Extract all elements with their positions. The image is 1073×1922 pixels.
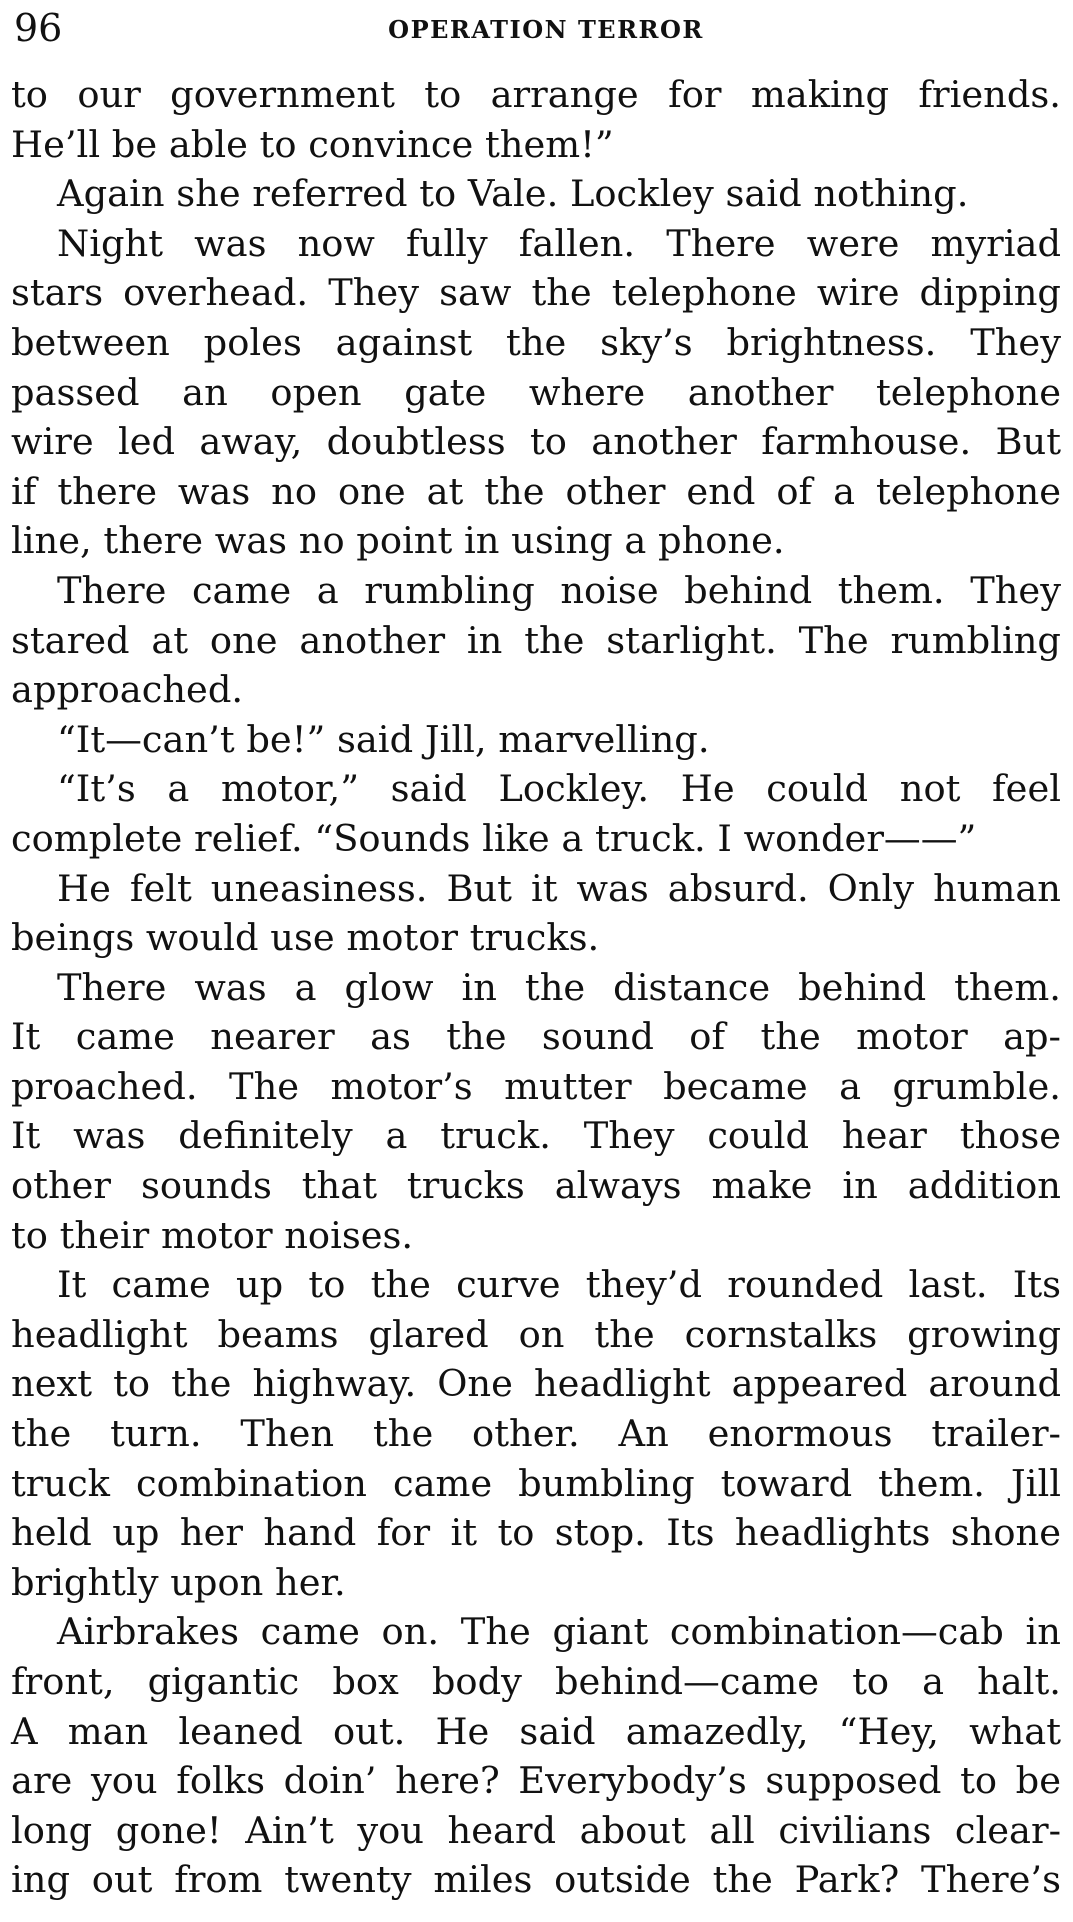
text-line: long gone! Ain’t you heard about all civilians clear- bbox=[11, 1808, 1061, 1852]
text-line: Airbrakes came on. The giant combination—cab in bbox=[57, 1610, 1061, 1654]
text-line: truck combination came bumbling toward them. Jill bbox=[11, 1461, 1061, 1505]
paragraph bbox=[11, 1260, 1061, 1607]
paragraph bbox=[11, 864, 1061, 963]
page-number: 96 bbox=[14, 6, 63, 50]
text-line: held up her hand for it to stop. Its headlights shone bbox=[11, 1511, 1061, 1555]
text-line: Night was now fully fallen. There were myriad bbox=[57, 221, 1061, 265]
text-line: headlight beams glared on the cornstalks growing bbox=[11, 1312, 1061, 1356]
paragraph bbox=[11, 169, 1061, 219]
text-line: brightly upon her. bbox=[11, 1560, 346, 1604]
paragraph bbox=[11, 764, 1061, 863]
running-head bbox=[11, 0, 1061, 70]
text-line: proached. The motor’s mutter became a grumble. bbox=[11, 1064, 1061, 1108]
text-line: wire led away, doubtless to another farmhouse. But bbox=[11, 420, 1061, 464]
text-line: between poles against the sky’s brightness. They bbox=[11, 320, 1061, 364]
text-line: There came a rumbling noise behind them. They bbox=[57, 568, 1061, 612]
text-line: other sounds that trucks always make in addition bbox=[11, 1164, 1061, 1208]
paragraph bbox=[11, 1607, 1061, 1905]
text-line: It came nearer as the sound of the motor ap- bbox=[11, 1015, 1061, 1059]
text-line: A man leaned out. He said amazedly, “Hey, what bbox=[11, 1709, 1061, 1753]
text-line: ing out from twenty miles outside the Park? There’s bbox=[11, 1858, 1061, 1902]
book-page bbox=[11, 0, 1061, 1922]
text-line: stars overhead. They saw the telephone wire dipping bbox=[11, 271, 1061, 315]
text-line: He felt uneasiness. But it was absurd. Only human bbox=[57, 866, 1061, 910]
text-line: He’ll be able to convince them!” bbox=[11, 122, 614, 166]
text-line: stared at one another in the starlight. The rumbling bbox=[11, 618, 1061, 662]
text-line: approached. bbox=[11, 668, 244, 712]
paragraph bbox=[11, 70, 1061, 169]
text-line: “It—can’t be!” said Jill, marvelling. bbox=[57, 717, 710, 761]
text-line: the turn. Then the other. An enormous trailer- bbox=[11, 1412, 1061, 1456]
text-line: next to the highway. One headlight appeared around bbox=[11, 1362, 1061, 1406]
paragraph bbox=[11, 219, 1061, 566]
text-line: Again she referred to Vale. Lockley said nothing. bbox=[57, 172, 969, 216]
text-line: beings would use motor trucks. bbox=[11, 916, 600, 960]
paragraph bbox=[11, 715, 1061, 765]
text-line: It was definitely a truck. They could hear those bbox=[11, 1114, 1061, 1158]
text-line: are you folks doin’ here? Everybody’s supposed to be bbox=[11, 1759, 1061, 1803]
text-line: complete relief. “Sounds like a truck. I wonder——” bbox=[11, 816, 977, 860]
paragraph bbox=[11, 566, 1061, 715]
body-text bbox=[11, 70, 1061, 1905]
paragraph bbox=[11, 963, 1061, 1261]
text-line: It came up to the curve they’d rounded last. Its bbox=[57, 1263, 1061, 1307]
text-line: front, gigantic box body behind—came to a halt. bbox=[11, 1660, 1061, 1703]
text-line: if there was no one at the other end of a telephone bbox=[11, 469, 1061, 513]
text-line: passed an open gate where another telephone bbox=[11, 370, 1061, 414]
text-line: “It’s a motor,” said Lockley. He could not feel bbox=[57, 767, 1061, 811]
text-line: line, there was no point in using a phone. bbox=[11, 519, 785, 563]
text-line: to their motor noises. bbox=[11, 1213, 414, 1257]
running-title: OPERATION TERROR bbox=[388, 15, 704, 44]
text-line: There was a glow in the distance behind them. bbox=[57, 965, 1061, 1009]
text-line: to our government to arrange for making friends. bbox=[11, 73, 1061, 116]
